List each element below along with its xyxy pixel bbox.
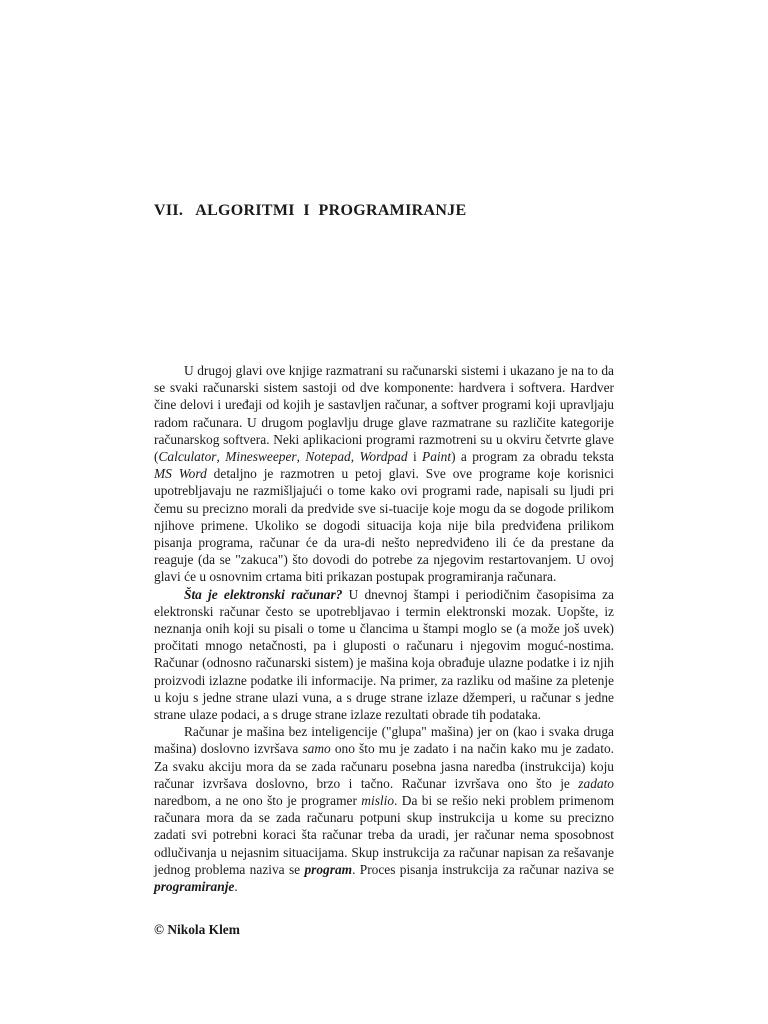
text-run: ,	[216, 449, 226, 465]
text-run: ,	[350, 449, 360, 465]
emphasis-zadato: zadato	[578, 775, 614, 791]
emphasis-mislio: mislio	[361, 793, 395, 809]
chapter-title: VII. ALGORITMI I PROGRAMIRANJE	[154, 202, 467, 219]
text-run: ono što mu je zadato i na način kako mu je zadato. Za svaku akciju mora da se zada računaru posebna jasna naredba (instrukcija) koju računar izvršava doslovno, brzo i tačno. Računar izvršava ono što je	[154, 741, 614, 791]
paragraph-heading-question: Šta je elektronski računar?	[184, 586, 343, 602]
text-run: . Da bi se rešio neki problem primenom računara mora da se zada računaru potpuni skup instrukcija u kome su precizno zadati svi potrebni koraci šta računar treba da uradi, jer računar nema sposobnost odlučivanja u nejasnim situacijama. Skup instrukcija za računar napisan za rešavanje jednog problema naziva se	[154, 793, 614, 877]
term-programiranje: programiranje	[154, 879, 235, 895]
paragraph-machine	[154, 723, 614, 895]
text-run: i	[407, 449, 423, 465]
paragraph-intro	[154, 362, 614, 586]
paragraph-definition	[154, 586, 614, 724]
app-name-notepad: Notepad	[305, 449, 351, 465]
text-run: naredbom, a ne ono što je programer	[154, 793, 362, 809]
text-run: . Proces pisanja instrukcija za računar naziva se	[352, 861, 614, 877]
text-run: ) a program za obradu teksta	[451, 449, 614, 465]
app-name-ms-word: MS Word	[154, 466, 207, 482]
text-run: .	[234, 879, 238, 895]
text-run: ,	[296, 449, 306, 465]
app-name-paint: Paint	[422, 449, 452, 465]
text-run: Računar je mašina bez inteligencije ("glupa" mašina) jer on (kao i svaka druga mašina) doslovno izvršava	[154, 724, 614, 757]
app-name-minesweeper: Minesweeper	[225, 449, 297, 465]
text-run: U drugoj glavi ove knjige razmatrani su računarski sistemi i ukazano je na to da se svaki računarski sistem sastoji od dve komponente: hardvera i softvera. Hardver čine delovi i uređaji od kojih je sastavljen računar, a softver programi koji upravljaju radom računara. U drugom poglavlju druge glave razmatrane su različite kategorije računarskog softvera. Neki aplikacioni programi razmotreni su u okviru četvrte glave (	[154, 363, 614, 465]
app-name-calculator: Calculator	[158, 449, 217, 465]
term-program: program	[304, 861, 353, 877]
emphasis-samo: samo	[302, 741, 331, 757]
body-text	[154, 362, 614, 895]
text-run: detaljno je razmotren u petoj glavi. Sve ove programe koje korisnici upotrebljavaju ne razmišljajući o tome kako ovi programi rade, napisali su ljudi pri čemu su precizno morali da predvide sve si-tuacije koje mogu da se dogode prilikom njihove primene. Ukoliko se dogodi situacija koja nije bila predviđena prilikom pisanja programa, računar će da ura-di nešto nepredviđeno ili će da prestane da reaguje (da se "zakuca") što dovodi do potrebe za njegovim restartovanjem. U ovoj glavi će u osnovnim crtama biti prikazan postupak programiranja računara.	[154, 466, 614, 585]
copyright-footer: © Nikola Klem	[154, 922, 240, 937]
text-run: U dnevnoj štampi i periodičnim časopisima za elektronski računar često se upotrebljavao i termin elektronski mozak. Uopšte, iz neznanja onih koji su pisali o tome u člancima u štampi moglo se (a može još uvek) pročitati mnogo netačnosti, pa i gluposti o računaru i njegovim moguć-nostima. Računar (odnosno računarski sistem) je mašina koja obrađuje ulazne podatke i iz njih proizvodi izlazne podatke ili informacije. Na primer, za razliku od mašine za pletenje u koju s jedne strane ulazi vuna, a s druge strane izlaze džemperi, u računar s jedne strane ulaze podaci, a s druge strane izlaze rezultati obrade tih podataka.	[154, 586, 615, 723]
app-name-wordpad: Wordpad	[359, 449, 408, 465]
